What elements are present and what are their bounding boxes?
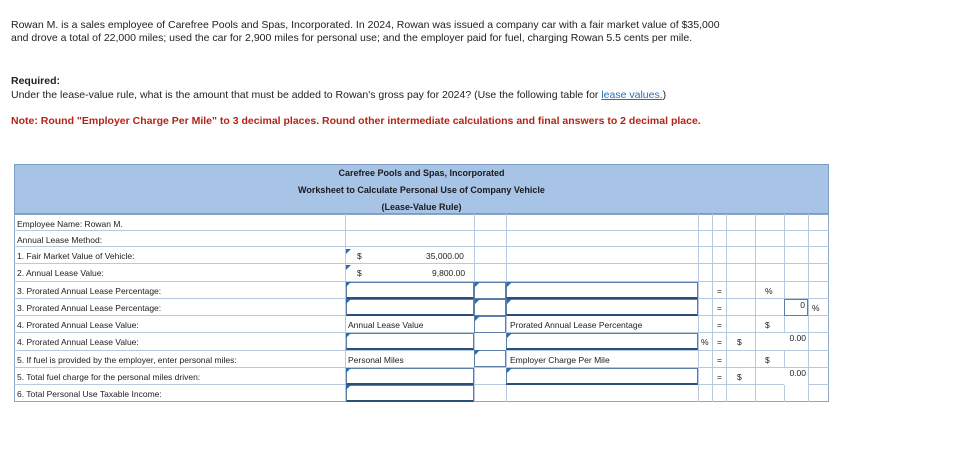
cell-marker-icon	[507, 333, 512, 338]
lease-values-link[interactable]: lease values.	[601, 89, 663, 101]
cell-marker-icon	[507, 299, 512, 304]
required-text	[11, 89, 731, 102]
annual-lease-value-caption: Annual Lease Value	[348, 320, 424, 330]
cell-marker-icon	[475, 282, 480, 287]
rounding-note: Note: Round "Employer Charge Per Mile" to 3 decimal places. Round other intermediate calculations and final answers to 2 decimal place.	[11, 115, 701, 127]
label-prorated-pct-1: 3. Prorated Annual Lease Percentage:	[17, 286, 162, 296]
equals-sign: =	[717, 355, 722, 365]
prorated-value-input-a[interactable]	[346, 333, 474, 350]
cell-marker-icon	[475, 316, 480, 321]
prorated-pct-input-b[interactable]	[506, 282, 698, 299]
row-divider	[14, 230, 829, 231]
cell-marker-icon	[346, 385, 351, 390]
label-fuel-miles: 5. If fuel is provided by the employer, enter personal miles:	[17, 355, 237, 365]
alv-value: 9,800.00	[432, 268, 466, 278]
fmv-currency: $	[357, 251, 362, 261]
fuel-input-b[interactable]	[506, 368, 698, 385]
problem-statement: Rowan M. is a sales employee of Carefree Pools and Spas, Incorporated. In 2024, Rowan was issued a company car with a fair market value of $35,000 and drove a total of 22,000 miles; used the car for 2,900 miles for personal use; and the employer paid for fuel, charging Rowan 5.5 cents per mile.	[11, 19, 720, 44]
prorated-pct-input-c[interactable]	[346, 299, 474, 316]
required-end: )	[662, 89, 667, 101]
cell-marker-icon	[346, 299, 351, 304]
label-prorated-value-1: 4. Prorated Annual Lease Value:	[17, 320, 139, 330]
equals-sign: =	[717, 303, 722, 313]
alv-currency: $	[357, 268, 362, 278]
col-divider	[808, 214, 809, 402]
col-divider	[755, 214, 756, 402]
label-fmv: 1. Fair Market Value of Vehicle:	[17, 251, 135, 261]
dollar-sign: $	[737, 337, 742, 347]
equals-sign: =	[717, 320, 722, 330]
cell-marker-icon	[475, 299, 480, 304]
label-prorated-value-2: 4. Prorated Annual Lease Value:	[17, 337, 139, 347]
col-divider	[698, 214, 699, 402]
label-taxable-income: 6. Total Personal Use Taxable Income:	[17, 389, 162, 399]
cell-marker-icon	[346, 282, 351, 287]
prorated-pct-input-d[interactable]	[506, 299, 698, 316]
percent-sign: %	[812, 303, 820, 313]
required-body: Under the lease-value rule, what is the amount that must be added to Rowan's gross pay for 2024? (Use the following table for	[11, 89, 602, 101]
fuel-total-result: 0.00	[784, 368, 808, 385]
row-divider	[14, 263, 829, 264]
prorated-value-input-b[interactable]	[506, 333, 698, 350]
label-annual-method: Annual Lease Method:	[17, 235, 103, 245]
dollar-sign: $	[765, 320, 770, 330]
worksheet-title: Worksheet to Calculate Personal Use of Company Vehicle	[298, 185, 545, 195]
taxable-income-input[interactable]	[346, 385, 474, 402]
cell-marker-icon	[346, 265, 351, 270]
cell-marker-icon	[475, 350, 480, 355]
dollar-sign: $	[765, 355, 770, 365]
label-prorated-pct-2: 3. Prorated Annual Lease Percentage:	[17, 303, 162, 313]
equals-sign: =	[717, 286, 722, 296]
equals-sign: =	[717, 372, 722, 382]
cell-marker-icon	[346, 333, 351, 338]
prorated-pct-input-a[interactable]	[346, 282, 474, 299]
dollar-sign: $	[737, 372, 742, 382]
personal-miles-caption: Personal Miles	[348, 355, 404, 365]
row-divider	[14, 246, 829, 247]
required-heading: Required:	[11, 75, 61, 87]
prorated-pct-caption: Prorated Annual Lease Percentage	[510, 320, 643, 330]
equals-sign: =	[717, 337, 722, 347]
worksheet-header	[14, 164, 829, 214]
prorated-value-result: 0.00	[784, 333, 808, 350]
cell-marker-icon	[507, 282, 512, 287]
label-fuel-total: 5. Total fuel charge for the personal miles driven:	[17, 372, 201, 382]
percent-sign: %	[701, 337, 709, 347]
row-divider	[14, 350, 829, 351]
company-name: Carefree Pools and Spas, Incorporated	[338, 168, 505, 178]
prorated-pct-result[interactable]: 0	[784, 299, 808, 316]
col-divider	[712, 214, 713, 402]
fuel-input-a[interactable]	[346, 368, 474, 385]
fmv-value: 35,000.00	[426, 251, 464, 261]
worksheet-subtitle: (Lease-Value Rule)	[381, 202, 462, 212]
percent-sign: %	[765, 286, 773, 296]
label-employee-name: Employee Name: Rowan M.	[17, 219, 123, 229]
cell-marker-icon	[507, 368, 512, 373]
employer-charge-caption: Employer Charge Per Mile	[510, 355, 610, 365]
col-divider	[726, 214, 727, 402]
label-alv: 2. Annual Lease Value:	[17, 268, 104, 278]
cell-marker-icon	[346, 368, 351, 373]
cell-marker-icon	[346, 249, 351, 254]
